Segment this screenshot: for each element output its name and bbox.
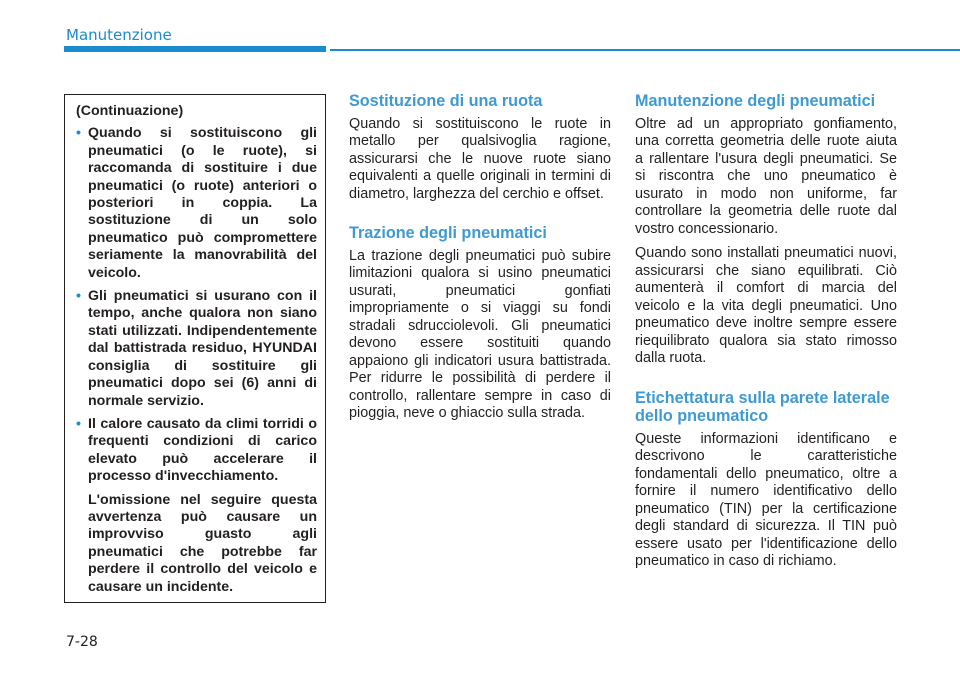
bullet-icon: •: [76, 125, 81, 142]
section-heading-tire-maintenance: Manutenzione degli pneumatici: [635, 92, 876, 110]
warning-text: Quando si sostituiscono gli pneumatici (o le ruote), si raccomanda di sostituire i due pneumatici (o ruote) anteriori o posteriori in coppia. La sostituzione di un solo pneumatico può compromettere seriamente la manovrabilità del veicolo.: [88, 125, 317, 281]
section-body-tire-traction: La trazione degli pneumatici può subire limitazioni qualora si usino pneumatici usurati, pneumatici gonfiati impropriamente o si viaggi su fondi stradali sdrucciolevoli. Gli pneumatici devono essere sostituiti quando appaiono gli indicatori usura battistrada. Per ridurre le possibilità di perdere il controllo, rallentare sempre in caso di pioggia, neve o ghiaccio sulla strada.: [349, 247, 611, 421]
section-paragraph: Queste informazioni identificano e descrivono le caratteristiche fondamentali dello pneumatico, oltre a fornire il numero identificativo dello pneumatico (TIN) per la certificazione degli standard di sicurezza. Il TIN può essere usato per l'identificazione dello pneumatico in caso di richiamo.: [635, 430, 897, 569]
bullet-icon: •: [76, 288, 81, 305]
page-number: 7-28: [66, 634, 98, 650]
header-rule-thick: [64, 46, 326, 52]
right-column: [635, 92, 897, 578]
warning-item: [76, 125, 317, 282]
section-heading-sidewall-labeling: Etichettatura sulla parete laterale dello pneumatico: [635, 388, 890, 425]
bullet-icon: •: [76, 415, 81, 432]
section-body-wheel-replacement: Quando si sostituiscono le ruote in metallo per qualsivoglia ragione, assicurarsi che le nuove ruote siano equivalenti a quelle originali in termini di diametro, larghezza del cerchio e offset.: [349, 115, 611, 202]
warning-text: Gli pneumatici si usurano con il tempo, anche qualora non siano stati utilizzati. Indipendentemente dal battistrada residuo, HYUNDAI consiglia di sostituire gli pneumatici dopo sei (6) anni di normale servizio.: [88, 288, 317, 409]
warning-closing-text: L'omissione nel seguire questa avvertenza può causare un improvviso guasto agli pneumatici che potrebbe far perdere il controllo del veicolo e causare un incidente.: [88, 491, 317, 595]
header-rule-thin: [330, 49, 960, 51]
warning-item: [76, 416, 317, 596]
section-paragraph: Oltre ad un appropriato gonfiamento, una corretta geometria delle ruote aiuta a rallentare l'usura degli pneumatici. Se si riscontra che uno pneumatico è usurato in modo non uniforme, far controllare la geometria delle ruote dal vostro concessionario.: [635, 115, 897, 237]
section-heading-tire-traction: Trazione degli pneumatici: [349, 224, 547, 242]
warning-text: Il calore causato da climi torridi o frequenti condizioni di carico elevato può accelerare il processo d'invecchiamento.: [88, 415, 317, 485]
section-heading-wheel-replacement: Sostituzione di una ruota: [349, 92, 543, 110]
warning-box: [64, 94, 326, 603]
continuation-label: (Continuazione): [76, 103, 184, 119]
section-title: Manutenzione: [66, 26, 172, 44]
middle-column: [349, 92, 611, 430]
warning-item: [76, 288, 317, 410]
section-paragraph: Quando sono installati pneumatici nuovi, assicurarsi che siano equilibrati. Ciò aumenterà il comfort di marcia del veicolo e la vita degli pneumatici. Uno pneumatico deve inoltre sempre essere riequilibrato qualora sia stato rimosso dalla ruota.: [635, 245, 897, 366]
warning-list: [76, 125, 317, 596]
